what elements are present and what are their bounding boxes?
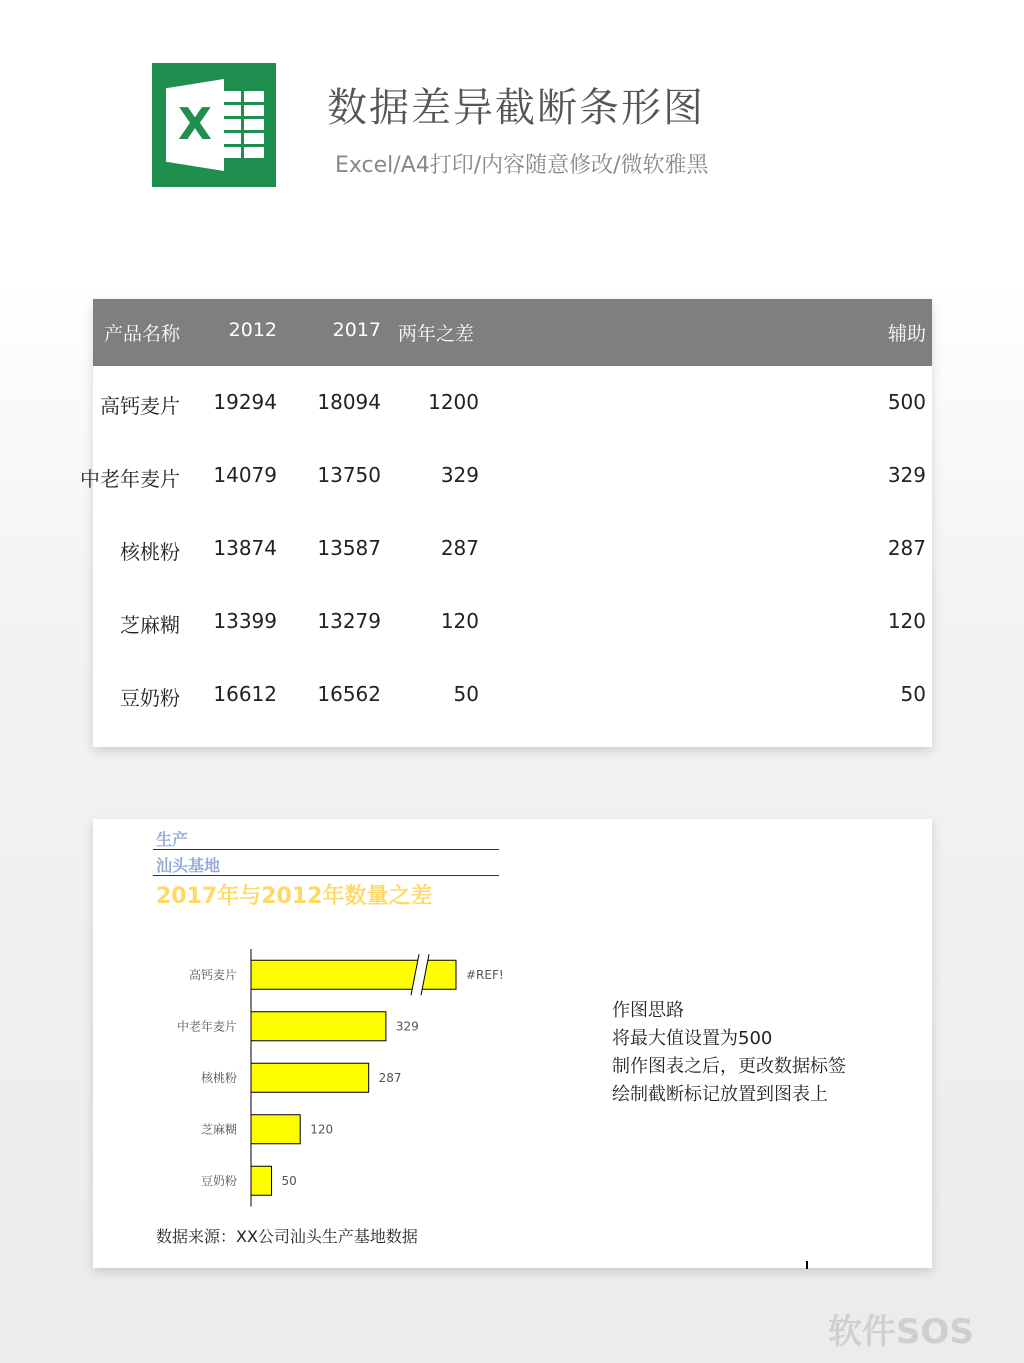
cell-name: 高钙麦片: [100, 394, 180, 418]
table-header: [93, 299, 932, 366]
cell-2017: 13279: [317, 609, 381, 633]
cell-diff: 50: [453, 682, 479, 706]
header-2017: 2017: [332, 319, 381, 341]
data-label: #REF!: [466, 967, 504, 982]
cell-diff: 287: [440, 536, 479, 560]
table-row: [93, 512, 932, 585]
cell-2012: 13874: [213, 536, 277, 560]
bar: [251, 1063, 369, 1092]
cell-diff: 120: [440, 609, 479, 633]
header-diff: 两年之差: [398, 323, 475, 345]
cell-aux: 287: [887, 536, 926, 560]
table-row: [80, 439, 932, 512]
cell-diff: 329: [440, 463, 479, 487]
category-label: 核桃粉: [200, 1070, 237, 1085]
page-title: 数据差异截断条形图: [327, 85, 705, 131]
cell-aux: 500: [887, 390, 926, 414]
divider-line: [153, 849, 499, 850]
note-line: 制作图表之后，更改数据标签: [612, 1056, 846, 1077]
cell-aux: 50: [900, 682, 926, 706]
table-row: [93, 658, 932, 731]
cell-aux: 120: [887, 609, 926, 633]
cell-2017: 13587: [317, 536, 381, 560]
data-label: 329: [395, 1019, 419, 1034]
cell-name: 核桃粉: [120, 540, 180, 564]
header-name: 产品名称: [103, 323, 180, 345]
label-base: 汕头基地: [156, 856, 221, 875]
table-row: [93, 366, 932, 439]
category-label: 高钙麦片: [188, 967, 237, 982]
data-label: 120: [310, 1122, 334, 1137]
divider-line: [153, 875, 499, 876]
chart-card: [93, 819, 932, 1268]
cell-2017: 16562: [317, 682, 381, 706]
cell-name: 中老年麦片: [80, 467, 180, 491]
cell-2012: 13399: [213, 609, 277, 633]
category-label: 芝麻糊: [200, 1122, 237, 1137]
category-label: 中老年麦片: [176, 1019, 237, 1034]
note-line: 绘制截断标记放置到图表上: [612, 1084, 828, 1105]
bar-chart: [153, 944, 573, 1214]
bar: [251, 1115, 300, 1144]
logo-grid: [220, 91, 264, 161]
tick-mark: [806, 1261, 808, 1269]
excel-logo-icon: [152, 63, 276, 187]
cell-2017: 13750: [317, 463, 381, 487]
header-2012: 2012: [228, 319, 277, 341]
label-production: 生产: [156, 830, 189, 849]
logo-letter: X: [178, 99, 212, 150]
data-label: 50: [281, 1173, 297, 1188]
watermark: 软件SOS: [828, 1312, 974, 1352]
note-line: 将最大值设置为500: [612, 1028, 773, 1049]
data-label: 287: [378, 1070, 402, 1085]
cell-aux: 329: [887, 463, 926, 487]
header-aux: 辅助: [887, 323, 926, 345]
bar: [251, 1166, 272, 1195]
cell-name: 豆奶粉: [120, 686, 180, 710]
chart-title: 2017年与2012年数量之差: [156, 884, 433, 909]
data-table: [80, 299, 932, 747]
page-subtitle: Excel/A4打印/内容随意修改/微软雅黑: [335, 153, 709, 178]
cell-2012: 16612: [213, 682, 277, 706]
table-row: [93, 585, 932, 658]
cell-2012: 14079: [213, 463, 277, 487]
cell-2017: 18094: [317, 390, 381, 414]
chart-notes: [612, 997, 846, 1109]
category-label: 豆奶粉: [200, 1173, 237, 1188]
bar: [251, 1012, 386, 1041]
data-source: 数据来源：XX公司汕头生产基地数据: [156, 1227, 418, 1246]
cell-name: 芝麻糊: [120, 613, 180, 637]
cell-2012: 19294: [213, 390, 277, 414]
note-line: 作图思路: [612, 1000, 684, 1021]
cell-diff: 1200: [428, 390, 479, 414]
